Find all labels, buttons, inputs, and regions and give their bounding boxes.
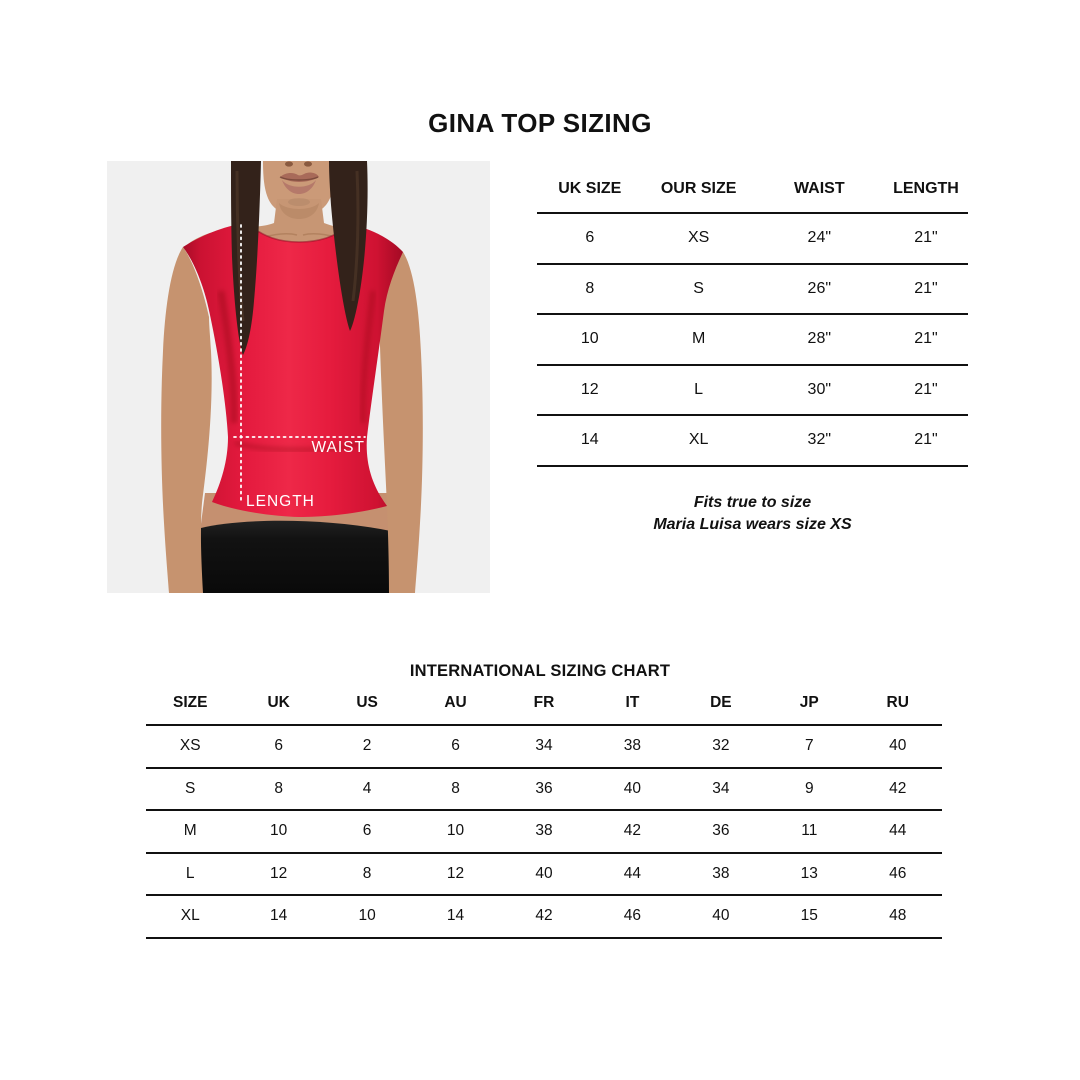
table-cell: 36 [677, 810, 765, 853]
table-cell: S [643, 264, 755, 315]
table-cell: XS [146, 725, 234, 768]
table-cell: 10 [323, 895, 411, 938]
table-cell: XL [146, 895, 234, 938]
table-cell: 12 [234, 853, 322, 896]
table-cell: 32 [677, 725, 765, 768]
table-cell: 2 [323, 725, 411, 768]
column-header: UK [234, 681, 322, 725]
table-row [537, 314, 968, 365]
table-cell: 32" [755, 415, 884, 466]
table-cell: 30" [755, 365, 884, 416]
table-cell: 40 [588, 768, 676, 811]
column-header: DE [677, 681, 765, 725]
table-row [146, 853, 942, 896]
column-header: LENGTH [884, 166, 968, 213]
model-illustration [107, 161, 490, 593]
table-cell: XS [643, 213, 755, 264]
table-cell: 21" [884, 415, 968, 466]
column-header: IT [588, 681, 676, 725]
product-photo [107, 161, 490, 593]
table-cell: 6 [537, 213, 643, 264]
waist-label: WAIST [311, 439, 365, 456]
table-cell: XL [643, 415, 755, 466]
table-cell: 4 [323, 768, 411, 811]
table-cell: M [146, 810, 234, 853]
table-cell: 12 [537, 365, 643, 416]
table-cell: 8 [323, 853, 411, 896]
table-cell: M [643, 314, 755, 365]
table-row [146, 725, 942, 768]
column-header: UK SIZE [537, 166, 643, 213]
length-label: LENGTH [246, 493, 315, 510]
table-cell: 14 [234, 895, 322, 938]
black-skirt [199, 521, 411, 593]
table-cell: L [146, 853, 234, 896]
table-cell: 8 [537, 264, 643, 315]
table-cell: 42 [588, 810, 676, 853]
table-cell: 36 [500, 768, 588, 811]
table-cell: 7 [765, 725, 853, 768]
column-header: RU [854, 681, 943, 725]
table-row [537, 264, 968, 315]
table-cell: 6 [323, 810, 411, 853]
fit-note-line2: Maria Luisa wears size XS [653, 515, 852, 533]
table-cell: 24" [755, 213, 884, 264]
table-cell: 46 [588, 895, 676, 938]
international-size-table [146, 681, 942, 939]
table-cell: 38 [588, 725, 676, 768]
table-cell: 15 [765, 895, 853, 938]
table-cell: 46 [854, 853, 943, 896]
table-cell: 21" [884, 314, 968, 365]
table-cell: 8 [234, 768, 322, 811]
table-row [146, 768, 942, 811]
table-row [537, 415, 968, 466]
table-row [146, 895, 942, 938]
table-cell: 44 [854, 810, 943, 853]
intl-table-header-row [146, 681, 942, 725]
column-header: AU [411, 681, 499, 725]
table-cell: 44 [588, 853, 676, 896]
table-cell: 42 [854, 768, 943, 811]
table-cell: 40 [677, 895, 765, 938]
table-cell: 12 [411, 853, 499, 896]
table-cell: 21" [884, 365, 968, 416]
table-cell: 38 [500, 810, 588, 853]
table-cell: 6 [411, 725, 499, 768]
table-cell: L [643, 365, 755, 416]
table-cell: 14 [411, 895, 499, 938]
table-cell: 14 [537, 415, 643, 466]
table-cell: S [146, 768, 234, 811]
table-cell: 42 [500, 895, 588, 938]
column-header: OUR SIZE [643, 166, 755, 213]
international-chart-title: INTERNATIONAL SIZING CHART [409, 662, 671, 680]
fit-notes [537, 492, 968, 535]
table-cell: 40 [854, 725, 943, 768]
table-cell: 10 [234, 810, 322, 853]
table-cell: 34 [677, 768, 765, 811]
size-table-header-row [537, 166, 968, 213]
column-header: WAIST [755, 166, 884, 213]
table-cell: 13 [765, 853, 853, 896]
fit-note-line1: Fits true to size [693, 494, 812, 511]
table-cell: 48 [854, 895, 943, 938]
column-header: JP [765, 681, 853, 725]
table-row [146, 810, 942, 853]
page-title: GINA TOP SIZING [428, 108, 652, 138]
column-header: FR [500, 681, 588, 725]
table-cell: 38 [677, 853, 765, 896]
table-cell: 26" [755, 264, 884, 315]
table-cell: 11 [765, 810, 853, 853]
table-cell: 28" [755, 314, 884, 365]
table-cell: 40 [500, 853, 588, 896]
table-cell: 6 [234, 725, 322, 768]
table-cell: 10 [411, 810, 499, 853]
size-table [537, 166, 968, 467]
nose-detail [285, 161, 293, 166]
table-cell: 21" [884, 264, 968, 315]
table-cell: 34 [500, 725, 588, 768]
table-cell: 8 [411, 768, 499, 811]
table-row [537, 365, 968, 416]
table-cell: 9 [765, 768, 853, 811]
table-cell: 21" [884, 213, 968, 264]
column-header: SIZE [146, 681, 234, 725]
column-header: US [323, 681, 411, 725]
table-cell: 10 [537, 314, 643, 365]
table-row [537, 213, 968, 264]
